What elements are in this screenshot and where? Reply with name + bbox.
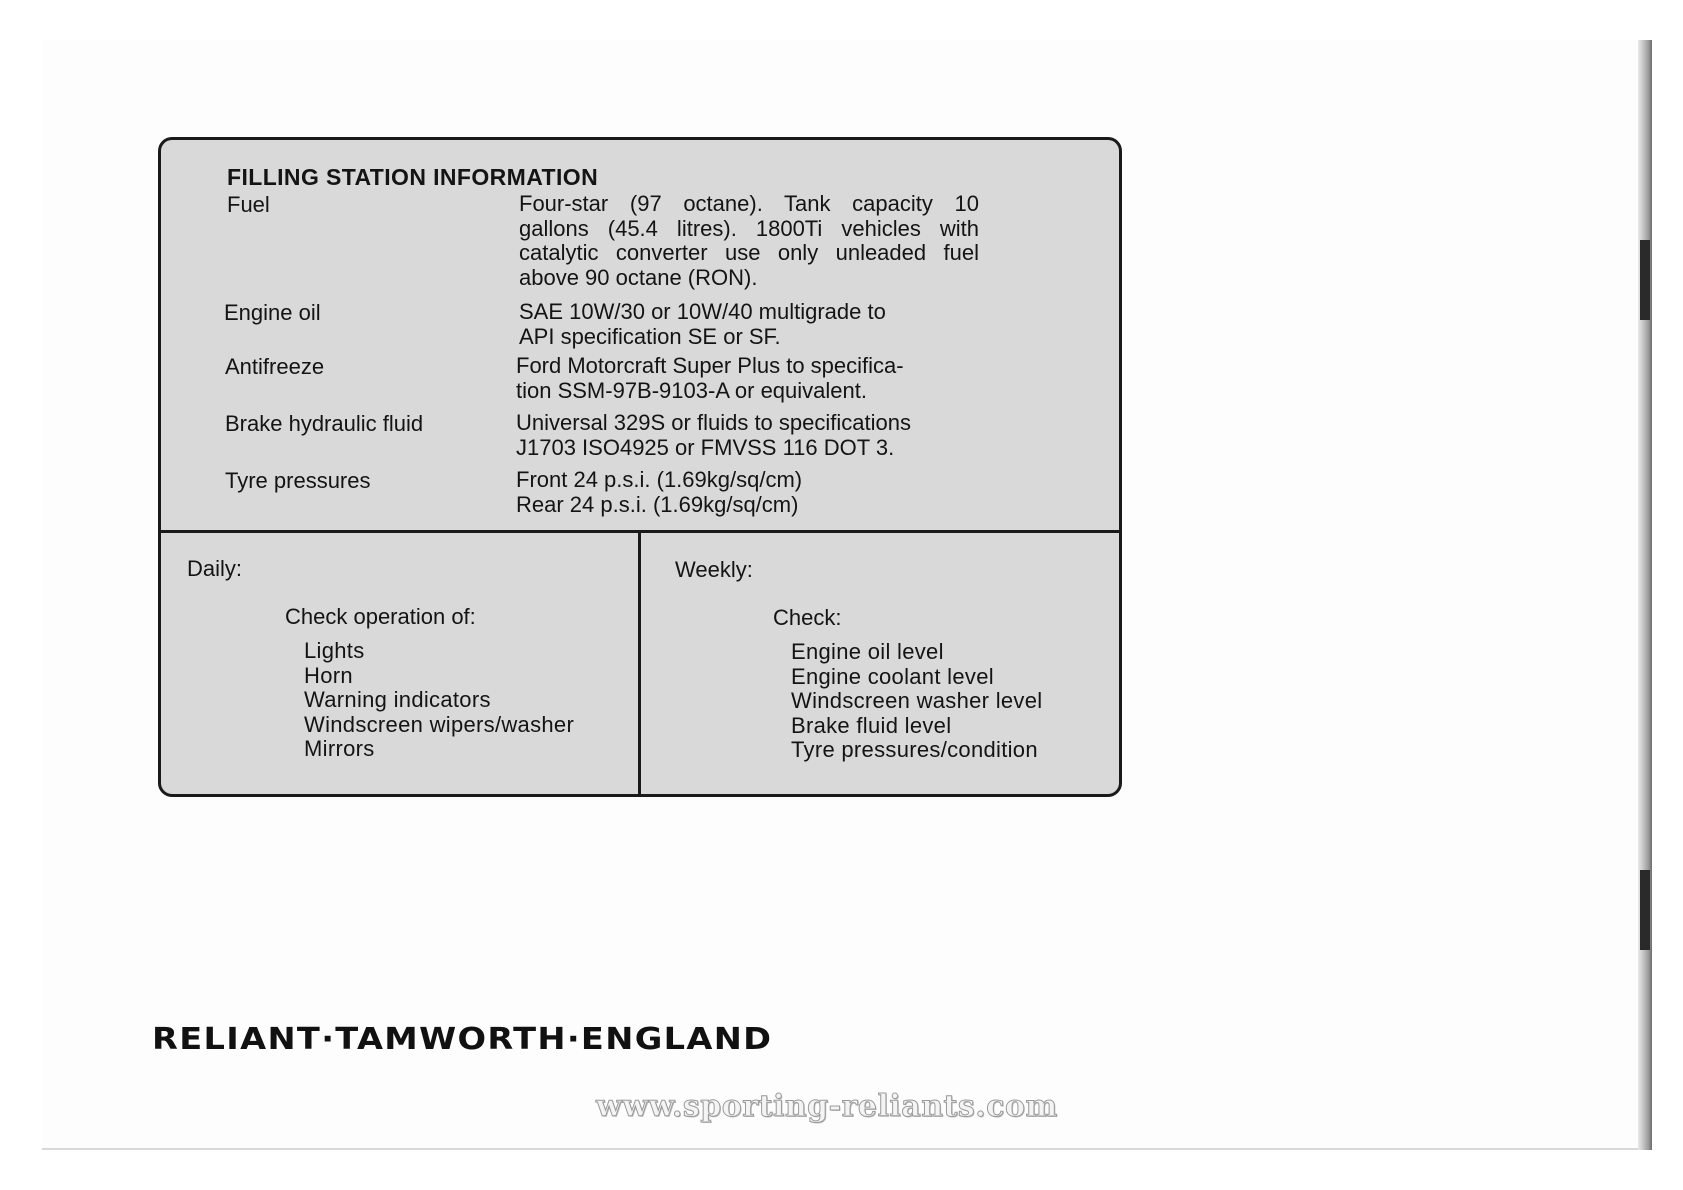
daily-heading: Daily:: [187, 556, 243, 581]
list-item: Lights: [304, 638, 365, 663]
spec-value-line: J1703 ISO4925 or FMVSS 116 DOT 3.: [516, 434, 895, 460]
spec-value-line: Front 24 p.s.i. (1.69kg/sq/cm): [516, 467, 803, 492]
spec-value: [516, 411, 976, 460]
spec-label: Brake hydraulic fluid: [225, 411, 424, 436]
list-item: Horn: [304, 662, 353, 688]
spec-value: [519, 300, 979, 349]
binding-shadow-mark: [1640, 870, 1650, 950]
spec-value-line: API specification SE or SF.: [519, 323, 781, 349]
binding-shadow-mark: [1640, 240, 1650, 320]
column-divider: [638, 530, 641, 797]
list-item: Engine oil level: [791, 639, 944, 664]
spec-value-line: catalytic converter use only unleaded fuel: [519, 240, 979, 265]
spec-label: Tyre pressures: [225, 468, 371, 493]
weekly-check-list: [791, 640, 1042, 763]
list-item: Windscreen washer level: [791, 688, 1043, 713]
list-item: Brake fluid level: [791, 712, 952, 738]
spec-label: Antifreeze: [225, 354, 325, 379]
daily-check-list: [304, 639, 574, 762]
list-item: Windscreen wipers/washer: [304, 711, 575, 737]
spec-value-line: SAE 10W/30 or 10W/40 multigrade to: [519, 299, 886, 324]
list-item: Mirrors: [304, 736, 375, 761]
watermark: www.sporting-reliants.com: [596, 1089, 1058, 1124]
spec-value-line: Ford Motorcraft Super Plus to specifica-: [516, 353, 904, 378]
spec-value: [516, 354, 976, 403]
spec-label: Engine oil: [224, 300, 321, 325]
daily-subheading: Check operation of:: [285, 604, 476, 629]
weekly-subheading: Check:: [773, 605, 842, 630]
list-item: Warning indicators: [304, 687, 491, 712]
filling-station-card: [158, 137, 1122, 797]
spec-value-line: tion SSM-97B-9103-A or equivalent.: [516, 377, 867, 403]
spec-value: [516, 468, 976, 517]
spec-value: [519, 192, 979, 290]
weekly-heading: Weekly:: [675, 557, 753, 582]
spec-value-line: Four-star (97 octane). Tank capacity 10: [519, 191, 979, 216]
footer-brand: RELIANT·TAMWORTH·ENGLAND: [152, 1022, 773, 1057]
card-title: FILLING STATION INFORMATION: [227, 164, 599, 190]
list-item: Engine coolant level: [791, 663, 994, 689]
page-binding-edge: [1638, 40, 1652, 1150]
spec-value-line: Universal 329S or fluids to specifications: [516, 410, 911, 435]
spec-label: Fuel: [227, 192, 270, 217]
list-item: Tyre pressures/condition: [791, 737, 1038, 762]
spec-value-line: gallons (45.4 litres). 1800Ti vehicles with: [519, 215, 979, 241]
spec-value-line: above 90 octane (RON).: [519, 264, 758, 290]
spec-value-line: Rear 24 p.s.i. (1.69kg/sq/cm): [516, 491, 799, 517]
